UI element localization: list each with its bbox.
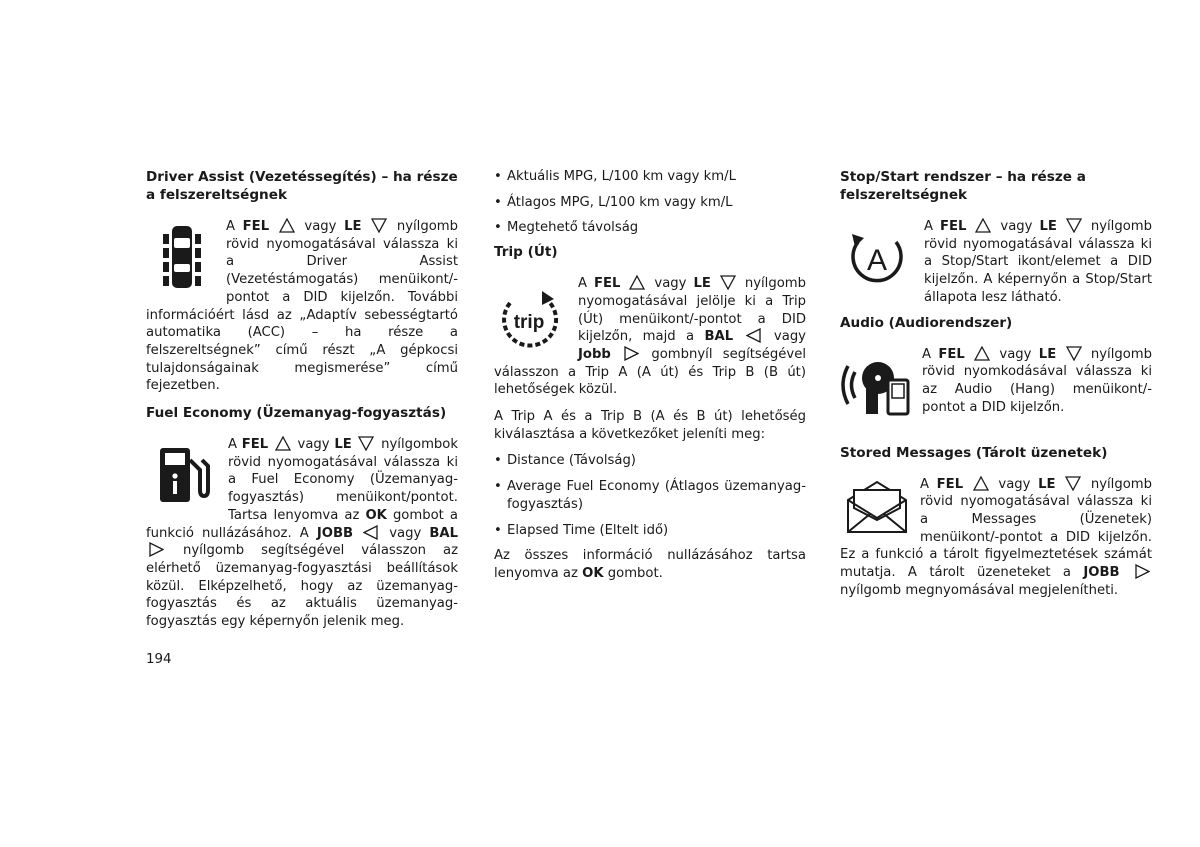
list-item: • Average Fuel Economy (Átlagos üzemanyag-fogyasztás) xyxy=(494,478,806,513)
svg-text:A: A xyxy=(866,244,888,277)
jobb-label: JOBB xyxy=(1083,565,1120,581)
up-triangle-icon xyxy=(629,275,645,290)
envelope-icon xyxy=(844,478,910,538)
svg-text:trip: trip xyxy=(513,312,545,334)
fel-label: FEL xyxy=(242,219,270,234)
fel-label: FEL xyxy=(241,437,269,453)
list-item: • Megtehető távolság xyxy=(494,219,806,237)
bal-label: BAL xyxy=(429,525,459,541)
right-triangle-icon xyxy=(623,346,639,361)
driver-assist-icon xyxy=(160,224,204,294)
down-triangle-icon xyxy=(1065,476,1081,491)
bal-label: BAL xyxy=(704,329,734,345)
fel-label: FEL xyxy=(940,219,967,234)
column-right xyxy=(840,168,1152,599)
section-heading-driver-assist: Driver Assist (Vezetéssegítés) – ha része a felszereltségnek xyxy=(146,169,458,203)
stop-start-block: A A FEL vagy LE nyílgomb rövid nyomogatásával válassza ki a Stop/Start ikont/elemet a DID kijelzőn. A képernyőn a Stop/Start állapota lesz látható. xyxy=(840,218,1152,307)
le-label: LE xyxy=(1038,346,1057,362)
ok-label: OK xyxy=(365,507,387,523)
list-item: • Elapsed Time (Eltelt idő) xyxy=(494,522,806,540)
down-triangle-icon xyxy=(358,436,374,451)
le-label: LE xyxy=(693,276,711,292)
up-triangle-icon xyxy=(275,436,291,451)
up-triangle-icon xyxy=(975,218,991,233)
down-triangle-icon xyxy=(1066,346,1082,361)
le-label: LE xyxy=(1039,219,1057,234)
ok-label: OK xyxy=(582,565,604,581)
up-triangle-icon xyxy=(279,218,295,233)
fel-label: FEL xyxy=(936,476,964,492)
list-item: • Aktuális MPG, L/100 km vagy km/L xyxy=(494,168,806,186)
column-middle xyxy=(494,168,806,583)
fuel-economy-block: A FEL vagy LE nyílgombok rövid nyomogatásával válassza ki a Fuel Economy (Üzemanyag-fogyasztás) menüikont/pontot. Tartsa lenyomva az OK gombot a funkció nullázásához. A JOBB vagy BAL nyílgomb segítségével válasszon az elérhető üzemanyag-fogyasztási beállítások közül. Elképzelhető, hogy az üzemanyag-fogyasztás és az aktuális üzemanyag-fogyasztás egy képernyőn jelenik meg. xyxy=(146,437,459,630)
trip-info-paragraph: A Trip A és a Trip B (A és B út) lehetőség kiválasztása a következőket jeleníti meg: xyxy=(494,409,806,442)
fel-label: FEL xyxy=(594,276,621,292)
list-item: • Distance (Távolság) xyxy=(494,452,806,470)
up-triangle-icon xyxy=(973,476,989,491)
up-triangle-icon xyxy=(974,346,990,361)
section-heading-stored-messages: Stored Messages (Tárolt üzenetek) xyxy=(840,444,1108,461)
down-triangle-icon xyxy=(1066,218,1082,233)
audio-icon xyxy=(840,352,912,422)
right-triangle-icon xyxy=(148,542,164,557)
trip-block: trip A FEL vagy LE nyílgomb nyomogatásával jelölje ki a Trip (Út) menüikont/-pontot a DID kijelzőn, majd a BAL vagy Jobb gombnyíl segítségével válasszon a Trip A (A út) és Trip B (B út) lehetőségek közül. xyxy=(494,276,806,398)
le-label: LE xyxy=(334,437,352,453)
fel-label: FEL xyxy=(938,346,965,362)
list-item: • Átlagos MPG, L/100 km vagy km/L xyxy=(494,194,806,212)
trip-icon xyxy=(498,289,560,355)
le-label: LE xyxy=(344,219,362,234)
reset-paragraph: Az összes információ nullázásához tartsa lenyomva az OK gombot. xyxy=(494,548,806,581)
section-heading-trip: Trip (Út) xyxy=(494,244,558,261)
jobb-label: JOBB xyxy=(316,525,354,541)
down-triangle-icon xyxy=(720,275,736,290)
left-triangle-icon xyxy=(363,525,379,540)
driver-assist-block: A FEL vagy LE nyílgomb rövid nyomogatásával válassza ki a Driver Assist (Vezetéstámogatás) menüikont/-pontot a DID kijelzőn. További információért lásd az „Adaptív sebességtartó automatika (ACC) – ha része a felszereltségnek” című részt „A gépkocsi tulajdonságainak megismerése” című fejezetben. xyxy=(146,219,458,394)
fuel-pump-icon xyxy=(156,446,210,508)
stop-start-icon xyxy=(844,230,910,290)
page-number: 194 xyxy=(146,652,172,667)
section-heading-stop-start: Stop/Start rendszer – ha része a felszereltségnek xyxy=(840,169,1086,203)
left-triangle-icon xyxy=(746,328,762,343)
section-heading-audio: Audio (Audiorendszer) xyxy=(840,314,1013,331)
jobb-label: Jobb xyxy=(578,346,611,362)
right-triangle-icon xyxy=(1134,564,1150,579)
audio-block: A FEL vagy LE nyílgomb rövid nyomkodásával válassza ki az Audio (Hang) menüikont/-pontot a DID kijelzőn. xyxy=(840,346,1152,417)
section-heading-fuel-economy: Fuel Economy (Üzemanyag-fogyasztás) xyxy=(146,405,447,422)
stored-messages-block: A FEL vagy LE nyílgomb rövid nyomogatásával válassza ki a Messages (Üzenetek) menüikont/-pontot a DID kijelzőn. Ez a funkció a tárolt figyelmeztetések számát mutatja. A tárolt üzeneteket a JOBB nyílgomb megnyomásával megjelenítheti. xyxy=(840,476,1152,598)
driver-assist-body: nyílgomb rövid nyomogatásával válassza ki a Driver Assist (Vezetéstámogatás) menüikont/-pontot a DID kijelzőn. További információért lásd az „Adaptív sebességtartó automatika (ACC) – ha része a felszereltségnek” című részt „A gépkocsi tulajdonságainak megismerése” című fejezetben. xyxy=(146,219,458,394)
column-left xyxy=(146,168,458,631)
down-triangle-icon xyxy=(371,218,387,233)
le-label: LE xyxy=(1038,476,1056,492)
